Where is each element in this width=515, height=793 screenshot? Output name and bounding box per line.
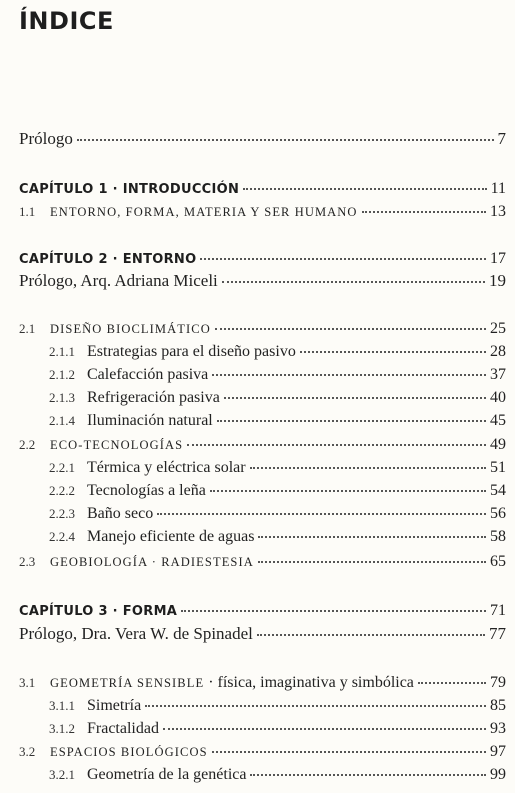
dot-leader xyxy=(212,751,486,753)
entry-page-number: 49 xyxy=(490,436,506,453)
entry-number: 2.2 xyxy=(19,437,36,452)
dot-leader xyxy=(210,490,486,492)
entry-page-number: 77 xyxy=(489,624,506,643)
entry-number: 2.3 xyxy=(19,554,36,569)
toc-entry-chapter-2[interactable] xyxy=(19,250,506,268)
entry-page-number: 19 xyxy=(489,271,506,290)
entry-page-number: 56 xyxy=(490,505,506,522)
entry-page-number: 79 xyxy=(490,674,506,691)
toc-entry-subsection[interactable] xyxy=(49,459,506,477)
entry-page-number: 93 xyxy=(490,720,506,737)
toc-entry-subsection[interactable] xyxy=(49,697,506,715)
entry-page-number: 45 xyxy=(490,412,506,429)
toc-entry-subsection[interactable] xyxy=(49,412,506,430)
dot-leader xyxy=(250,467,486,469)
entry-label: Prólogo, Arq. Adriana Miceli xyxy=(19,271,218,290)
toc-entry-section[interactable] xyxy=(19,436,506,454)
entry-number: 2.2.4 xyxy=(49,529,75,544)
entry-label: Calefacción pasiva xyxy=(87,366,209,383)
entry-label: ECO-TECNOLOGÍAS xyxy=(50,438,184,452)
dot-leader xyxy=(258,536,486,538)
entry-label: Refrigeración pasiva xyxy=(87,389,220,406)
entry-number: 2.2.3 xyxy=(49,506,75,521)
toc-entry-section[interactable] xyxy=(19,320,506,338)
entry-label: Geometría de la genética xyxy=(87,766,247,783)
entry-page-number: 40 xyxy=(490,389,506,406)
dot-leader xyxy=(212,374,486,376)
dot-leader xyxy=(243,188,486,190)
toc-entry-chapter-1[interactable] xyxy=(19,180,506,198)
dot-leader xyxy=(157,513,486,515)
entry-number: 2.1.1 xyxy=(49,344,75,359)
entry-page-number: 99 xyxy=(490,766,506,783)
dot-leader xyxy=(145,705,486,707)
dot-leader xyxy=(215,328,486,330)
toc-entry-section[interactable] xyxy=(19,674,506,692)
toc-entry-subsection[interactable] xyxy=(49,366,506,384)
entry-number: 3.2.1 xyxy=(49,767,75,782)
entry-label: DISEÑO BIOCLIMÁTICO xyxy=(50,322,211,336)
entry-label: Baño seco xyxy=(87,505,154,522)
entry-page-number: 11 xyxy=(490,180,506,197)
entry-label: Iluminación natural xyxy=(87,412,213,429)
toc-entry-subsection[interactable] xyxy=(49,505,506,523)
entry-page-number: 25 xyxy=(490,320,506,337)
entry-page-number: 58 xyxy=(490,528,506,545)
entry-number: 1.1 xyxy=(19,204,36,219)
toc-entry-preface[interactable] xyxy=(19,624,506,644)
toc-entry-chapter-3[interactable] xyxy=(19,602,506,620)
entry-page-number: 17 xyxy=(490,250,506,267)
entry-label: Prólogo, Dra. Vera W. de Spinadel xyxy=(19,624,253,643)
entry-number: 2.2.2 xyxy=(49,483,75,498)
entry-number: 2.1.2 xyxy=(49,367,75,382)
entry-page-number: 97 xyxy=(490,743,506,760)
entry-label: ENTORNO, FORMA, MATERIA Y SER HUMANO xyxy=(50,205,358,219)
dot-leader xyxy=(217,420,486,422)
dot-leader xyxy=(163,728,486,730)
dot-leader xyxy=(250,774,486,776)
dot-leader xyxy=(300,351,486,353)
entry-number: 2.1.4 xyxy=(49,413,75,428)
entry-label: Tecnologías a leña xyxy=(87,482,206,499)
entry-number: 2.1.3 xyxy=(49,390,75,405)
dot-leader xyxy=(77,139,494,141)
entry-number: 3.1 xyxy=(19,675,36,690)
entry-label: Térmica y eléctrica solar xyxy=(87,459,246,476)
entry-page-number: 28 xyxy=(490,343,506,360)
toc-entry-section[interactable] xyxy=(19,203,506,221)
entry-number: 2.1 xyxy=(19,321,36,336)
entry-page-number: 54 xyxy=(490,482,506,499)
dot-leader xyxy=(362,211,486,213)
entry-page-number: 85 xyxy=(490,697,506,714)
entry-page-number: 37 xyxy=(490,366,506,383)
dot-leader xyxy=(181,610,486,612)
entry-label: Fractalidad xyxy=(87,720,159,737)
toc-entry-preface[interactable] xyxy=(19,271,506,291)
toc-entry-subsection[interactable] xyxy=(49,720,506,738)
entry-label: CAPÍTULO 1 · INTRODUCCIÓN xyxy=(19,182,240,197)
toc-entry-subsection[interactable] xyxy=(49,343,506,361)
entry-label: ESPACIOS BIOLÓGICOS xyxy=(50,745,208,759)
entry-number: 3.1.2 xyxy=(49,721,75,736)
dot-leader xyxy=(224,397,486,399)
entry-label: Estrategias para el diseño pasivo xyxy=(87,343,296,360)
entry-page-number: 51 xyxy=(490,459,506,476)
entry-label: CAPÍTULO 3 · FORMA xyxy=(19,604,178,619)
entry-label xyxy=(50,674,414,692)
entry-number: 3.1.1 xyxy=(49,698,75,713)
entry-label: CAPÍTULO 2 · ENTORNO xyxy=(19,252,197,267)
dot-leader xyxy=(258,561,486,563)
toc-entry-preface[interactable] xyxy=(19,129,506,149)
entry-label: Manejo eficiente de aguas xyxy=(87,528,255,545)
toc-entry-subsection[interactable] xyxy=(49,528,506,546)
dot-leader xyxy=(187,444,486,446)
entry-label-smallcaps: GEOMETRÍA SENSIBLE xyxy=(50,676,205,690)
entry-number: 3.2 xyxy=(19,744,36,759)
entry-page-number: 71 xyxy=(490,602,506,619)
entry-number: 2.2.1 xyxy=(49,460,75,475)
entry-page-number: 7 xyxy=(497,129,506,148)
entry-label: Prólogo xyxy=(19,129,73,148)
toc-entry-subsection[interactable] xyxy=(49,389,506,407)
toc-entry-subsection[interactable] xyxy=(49,482,506,500)
entry-label: GEOBIOLOGÍA · RADIESTESIA xyxy=(50,555,254,569)
entry-page-number: 65 xyxy=(490,553,506,570)
dot-leader xyxy=(200,258,486,260)
toc-entry-subsection[interactable] xyxy=(49,766,506,784)
dot-leader xyxy=(418,682,486,684)
dot-leader xyxy=(257,634,485,636)
toc-entry-section[interactable] xyxy=(19,553,506,571)
page-title: ÍNDICE xyxy=(19,7,114,35)
entry-page-number: 13 xyxy=(490,203,506,220)
toc-entry-section[interactable] xyxy=(19,743,506,761)
entry-label: Simetría xyxy=(87,697,142,714)
entry-label-subtitle: · física, imaginativa y simbólica xyxy=(204,674,414,691)
dot-leader xyxy=(222,281,485,283)
